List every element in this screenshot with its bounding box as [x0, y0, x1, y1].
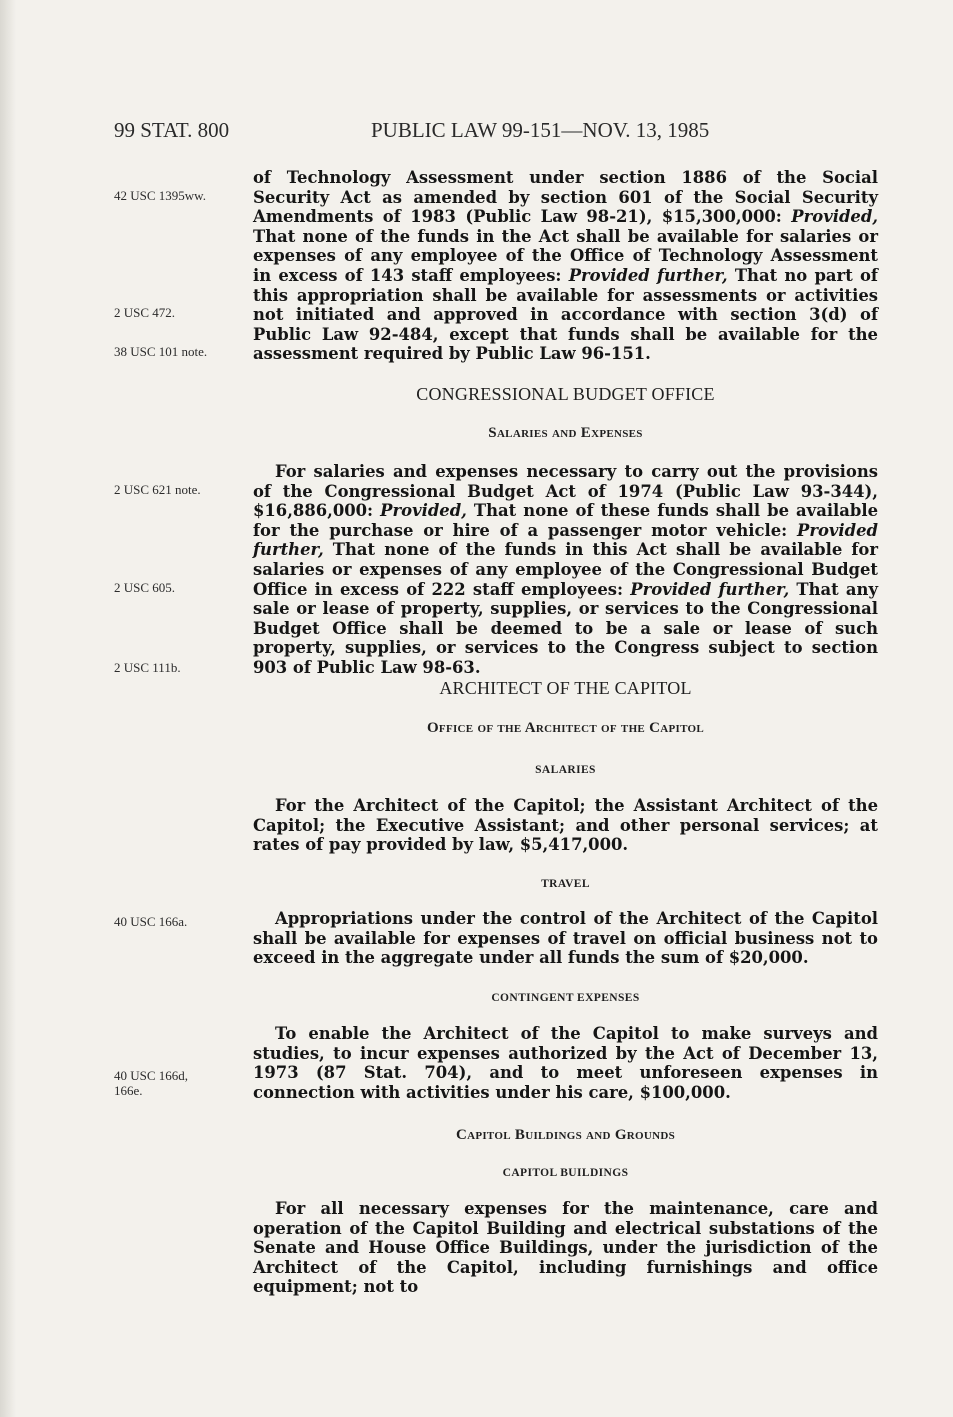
margin-note-38-usc-101: 38 USC 101 note.	[114, 344, 208, 359]
cbo-heading: CONGRESSIONAL BUDGET OFFICE	[416, 384, 715, 404]
margin-note-2-usc-605: 2 USC 605.	[114, 580, 176, 595]
margin-note-2-usc-111b: 2 USC 111b.	[114, 660, 181, 675]
ota-text-1: of Technology Assessment under section 1886 of the Social Security Act as amended by section 601 of the Social Security Amendments of 1983 (Public Law 98-21), $15,300,000:	[253, 168, 878, 227]
margin-note-2-usc-472: 2 USC 472.	[114, 305, 176, 320]
margin-note-2-usc-621: 2 USC 621 note.	[114, 482, 201, 497]
stat-page-number: 99 STAT. 800	[114, 118, 230, 142]
travel-paragraph: Appropriations under the control of the Architect of the Capitol shall be available for expenses of travel on official business not to exceed in the aggregate under all funds the sum of $20,000.	[253, 909, 878, 968]
ota-paragraph	[253, 168, 878, 364]
cbo-proviso-3: Provided further,	[630, 579, 790, 599]
running-head	[114, 118, 764, 148]
cbo-text-2: That none of these funds shall be available for the purchase or hire of a passenger motor vehicle:	[253, 501, 879, 540]
grounds-heading: Capitol Buildings and Grounds	[455, 1127, 676, 1143]
page-edge-shadow	[0, 0, 16, 1417]
contingent-paragraph: To enable the Architect of the Capitol to make surveys and studies, to incur expenses authorized by the Act of December 13, 1973 (87 Stat. 704), and to meet unforeseen expenses in connection with activities under his care, $100,000.	[253, 1024, 878, 1102]
cbo-text-1: For salaries and expenses necessary to carry out the provisions of the Congressional Budget Act of 1974 (Public Law 93-344), $16,886,000:	[253, 462, 878, 521]
cbo-proviso-1: Provided,	[380, 501, 467, 521]
ota-proviso-1: Provided,	[791, 207, 878, 227]
travel-heading: TRAVEL	[541, 878, 590, 890]
cbo-subheading: Salaries and Expenses	[488, 425, 643, 441]
contingent-heading: CONTINGENT EXPENSES	[491, 992, 640, 1004]
ota-text-2: That none of the funds in the Act shall be available for salaries or expenses of any employee of the Office of Technology Assessment in excess of 143 staff employees:	[253, 226, 878, 285]
margin-note-42-usc-1395ww: 42 USC 1395ww.	[114, 188, 206, 203]
buildings-heading: CAPITOL BUILDINGS	[502, 1167, 629, 1179]
cbo-paragraph	[253, 462, 878, 678]
cbo-proviso-2: Provided further,	[253, 520, 878, 560]
margin-note-40-usc-166d: 40 USC 166d, 166e.	[114, 1068, 189, 1098]
ota-text-3: That no part of this appropriation shall be available for assessments or activities not initiated and approved in accordance with section 3(d) of Public Law 92-484, except that funds shall be available for the assessment required by Public Law 96-151.	[253, 265, 878, 364]
aoc-heading: ARCHITECT OF THE CAPITOL	[439, 678, 692, 698]
salaries-paragraph: For the Architect of the Capitol; the Assistant Architect of the Capitol; the Executive Assistant; and other personal services; at rates of pay provided by law, $5,417,000.	[253, 796, 878, 855]
cbo-text-4: That any sale or lease of property, supplies, or services to the Congressional Budget Office shall be deemed to be a sale or lease of such property, supplies, or services to the Congress subject to section 903 of Public Law 98-63.	[253, 579, 878, 677]
buildings-paragraph: For all necessary expenses for the maintenance, care and operation of the Capitol Building and electrical substations of the Senate and House Office Buildings, under the jurisdiction of the Architect of the Capitol, including furnishings and office equipment; not to	[253, 1199, 878, 1297]
aoc-subheading: Office of the Architect of the Capitol	[426, 720, 705, 736]
cbo-text-3: That none of the funds in this Act shall be available for salaries or expenses of any employee of the Congressional Budget Office in excess of 222 staff employees:	[253, 540, 878, 599]
salaries-heading: SALARIES	[535, 764, 596, 776]
ota-proviso-2: Provided further,	[568, 265, 728, 285]
margin-note-40-usc-166a: 40 USC 166a.	[114, 914, 188, 929]
law-title: PUBLIC LAW 99-151—NOV. 13, 1985	[371, 118, 710, 142]
